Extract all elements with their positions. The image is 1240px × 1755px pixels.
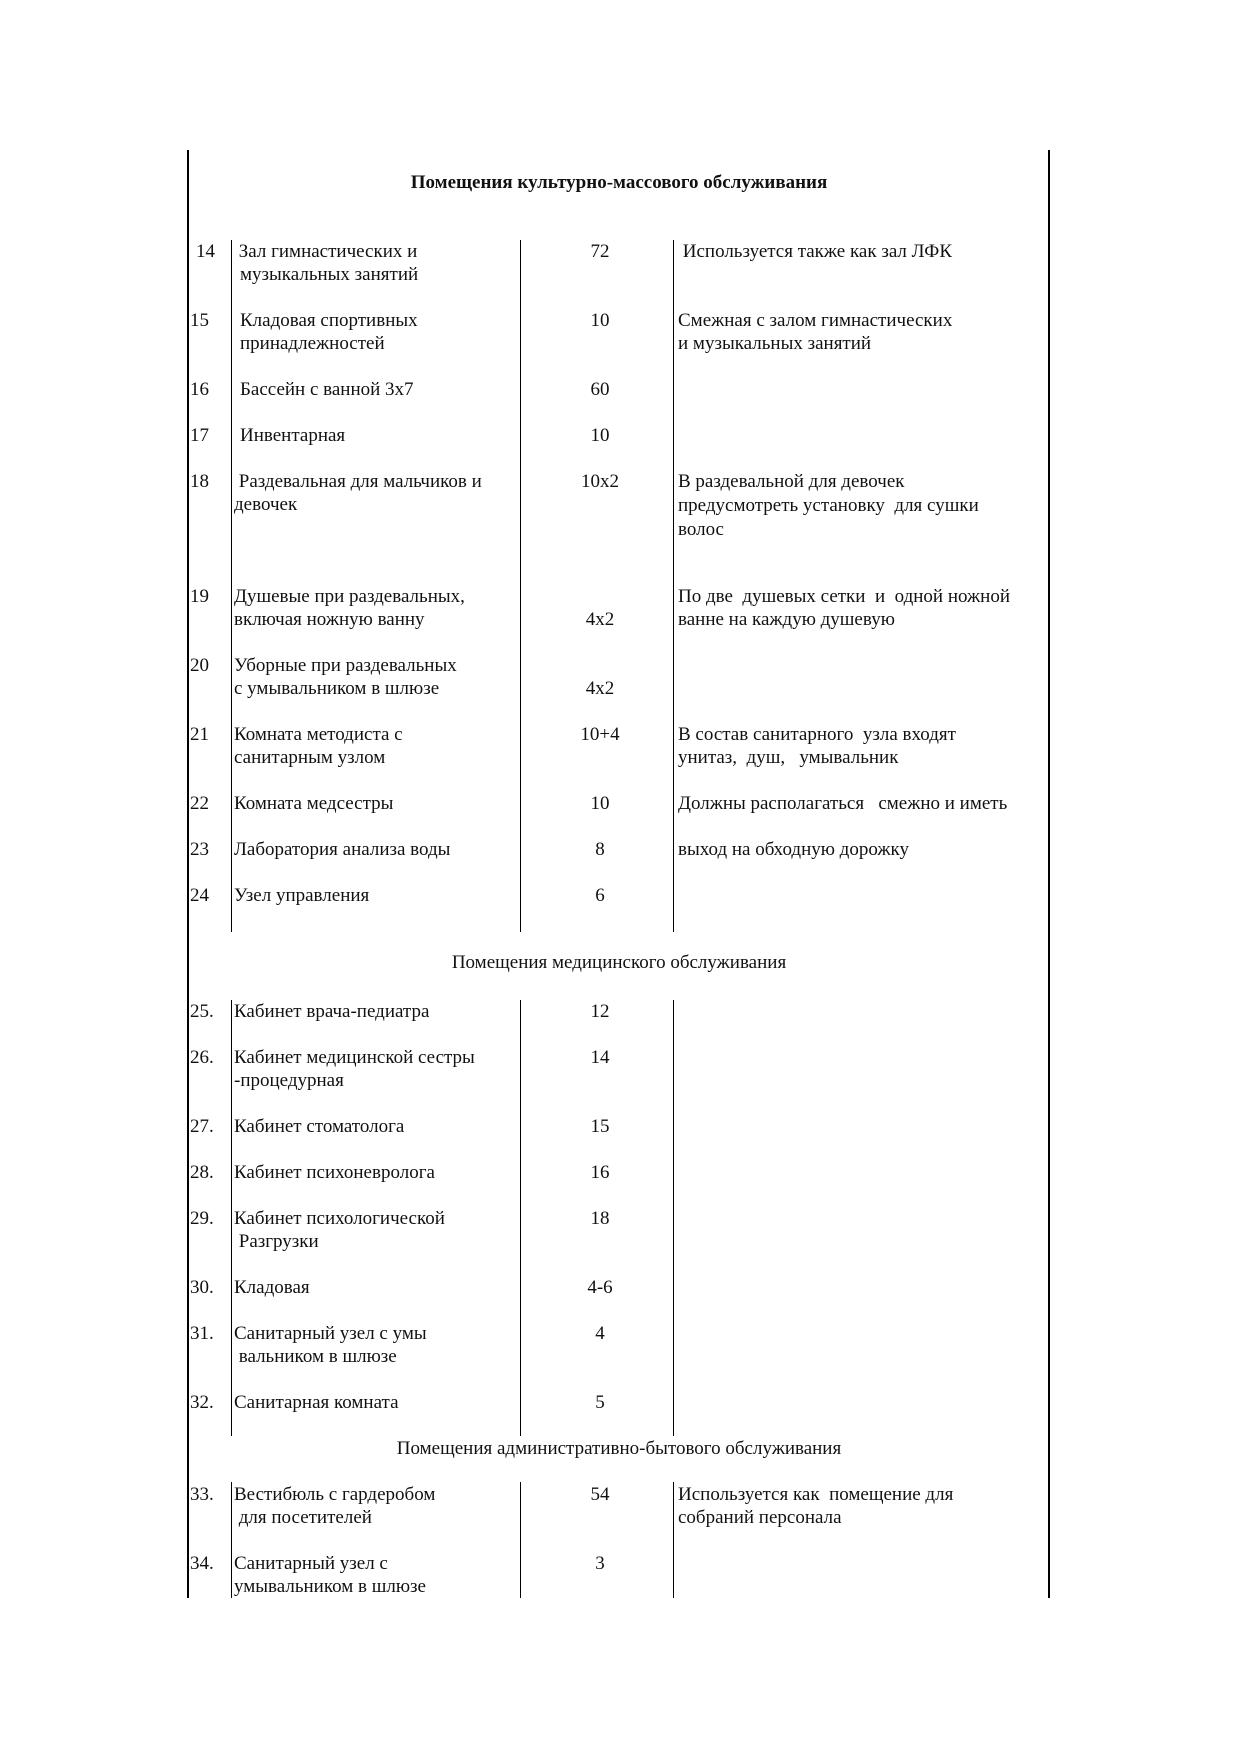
- room-area: 10: [590, 793, 610, 814]
- room-name: Зал гимнастических и: [234, 241, 418, 262]
- room-area: 15: [590, 1116, 610, 1137]
- room-area: 18: [590, 1208, 610, 1229]
- room-name: Санитарная комната: [234, 1392, 399, 1413]
- section-title: Помещения медицинского обслуживания: [451, 952, 787, 973]
- section-title: Помещения административно-бытового обслуживания: [396, 1438, 842, 1459]
- room-note: Используется как помещение для: [678, 1484, 954, 1505]
- room-name: Комната методиста с: [234, 724, 403, 745]
- row-number: 28.: [190, 1162, 214, 1183]
- room-name: Лаборатория анализа воды: [234, 839, 451, 860]
- room-area: 16: [590, 1162, 610, 1183]
- room-note: Смежная с залом гимнастических: [678, 310, 953, 331]
- room-note: В состав санитарного узла входят: [678, 724, 956, 745]
- room-area: 4х2: [585, 678, 615, 699]
- room-area: 54: [590, 1484, 610, 1505]
- row-number: 30.: [190, 1277, 214, 1298]
- row-number: 17: [190, 425, 209, 446]
- room-area: 3: [595, 1553, 605, 1574]
- row-number: 25.: [190, 1001, 214, 1022]
- room-area: 14: [590, 1047, 610, 1068]
- row-number: 31.: [190, 1323, 214, 1344]
- room-note: собраний персонала: [678, 1507, 842, 1528]
- room-note: волос: [678, 519, 724, 540]
- room-note: выход на обходную дорожку: [678, 839, 909, 860]
- room-name: Узел управления: [234, 885, 370, 906]
- room-name: Инвентарная: [240, 425, 346, 446]
- room-name: вальником в шлюзе: [234, 1346, 397, 1367]
- room-name: музыкальных занятий: [240, 264, 419, 285]
- room-area: 4: [595, 1323, 605, 1344]
- room-area: 10: [590, 425, 610, 446]
- room-name: Кабинет врача-педиатра: [234, 1001, 430, 1022]
- room-name: Уборные при раздевальных: [234, 655, 457, 676]
- room-area: 12: [590, 1001, 610, 1022]
- column-divider: [673, 1000, 674, 1436]
- row-number: 16: [190, 379, 209, 400]
- row-number: 20: [190, 655, 209, 676]
- row-number: 21: [190, 724, 209, 745]
- room-area: 10: [590, 310, 610, 331]
- column-divider: [520, 1000, 521, 1436]
- room-area: 8: [595, 839, 605, 860]
- column-divider: [673, 240, 674, 932]
- room-name: Кабинет медицинской сестры: [234, 1047, 475, 1068]
- row-number: 34.: [190, 1553, 214, 1574]
- row-number: 32.: [190, 1392, 214, 1413]
- room-name: Санитарный узел с: [234, 1553, 388, 1574]
- row-number: 24: [190, 885, 209, 906]
- column-divider: [673, 1482, 674, 1598]
- room-note: В раздевальной для девочек: [678, 471, 905, 492]
- row-number: 14: [196, 241, 215, 262]
- room-name: -процедурная: [234, 1070, 344, 1091]
- row-number: 27.: [190, 1116, 214, 1137]
- row-number: 18: [190, 471, 209, 492]
- room-name: Кабинет психоневролога: [234, 1162, 435, 1183]
- room-area: 5: [595, 1392, 605, 1413]
- room-area: 4-6: [587, 1277, 613, 1298]
- row-number: 33.: [190, 1484, 214, 1505]
- column-divider: [231, 1000, 232, 1436]
- column-divider: [231, 240, 232, 932]
- room-name: Комната медсестры: [234, 793, 394, 814]
- column-divider: [520, 1482, 521, 1598]
- section-title: Помещения культурно-массового обслуживания: [410, 172, 828, 193]
- row-number: 23: [190, 839, 209, 860]
- room-name: девочек: [234, 494, 298, 515]
- column-divider: [520, 240, 521, 932]
- room-note: По две душевых сетки и одной ножной: [678, 586, 1010, 607]
- column-divider: [231, 1482, 232, 1598]
- room-name: санитарным узлом: [234, 747, 386, 768]
- table-left-border: [187, 150, 189, 1598]
- room-name: Кладовая: [234, 1277, 310, 1298]
- room-area: 10х2: [581, 471, 619, 492]
- row-number: 22: [190, 793, 209, 814]
- room-area: 60: [590, 379, 610, 400]
- room-name: Кладовая спортивных: [240, 310, 418, 331]
- room-name: Бассейн с ванной 3х7: [240, 379, 414, 400]
- room-name: умывальником в шлюзе: [234, 1576, 426, 1597]
- room-name: Раздевальная для мальчиков и: [234, 471, 482, 492]
- row-number: 26.: [190, 1047, 214, 1068]
- room-name: принадлежностей: [240, 333, 385, 354]
- row-number: 15: [190, 310, 209, 331]
- room-name: для посетителей: [234, 1507, 372, 1528]
- room-name: Разгрузки: [234, 1231, 319, 1252]
- room-note: унитаз, душ, умывальник: [678, 747, 899, 768]
- table-right-border: [1048, 150, 1050, 1598]
- row-number: 29.: [190, 1208, 214, 1229]
- row-number: 19: [190, 586, 209, 607]
- room-note: предусмотреть установку для сушки: [678, 495, 979, 516]
- room-area: 4х2: [585, 609, 615, 630]
- room-note: Используется также как зал ЛФК: [678, 241, 952, 262]
- room-note: Должны располагаться смежно и иметь: [678, 793, 1008, 814]
- room-area: 10+4: [580, 724, 620, 745]
- room-name: Кабинет психологической: [234, 1208, 445, 1229]
- room-name: Вестибюль с гардеробом: [234, 1484, 436, 1505]
- room-name: Душевые при раздевальных,: [234, 586, 465, 607]
- room-area: 6: [595, 885, 605, 906]
- room-name: с умывальником в шлюзе: [234, 678, 440, 699]
- room-note: ванне на каждую душевую: [678, 609, 895, 630]
- room-note: и музыкальных занятий: [678, 333, 872, 354]
- room-name: включая ножную ванну: [234, 609, 425, 630]
- room-name: Санитарный узел с умы: [234, 1323, 427, 1344]
- room-name: Кабинет стоматолога: [234, 1116, 405, 1137]
- room-area: 72: [590, 241, 610, 262]
